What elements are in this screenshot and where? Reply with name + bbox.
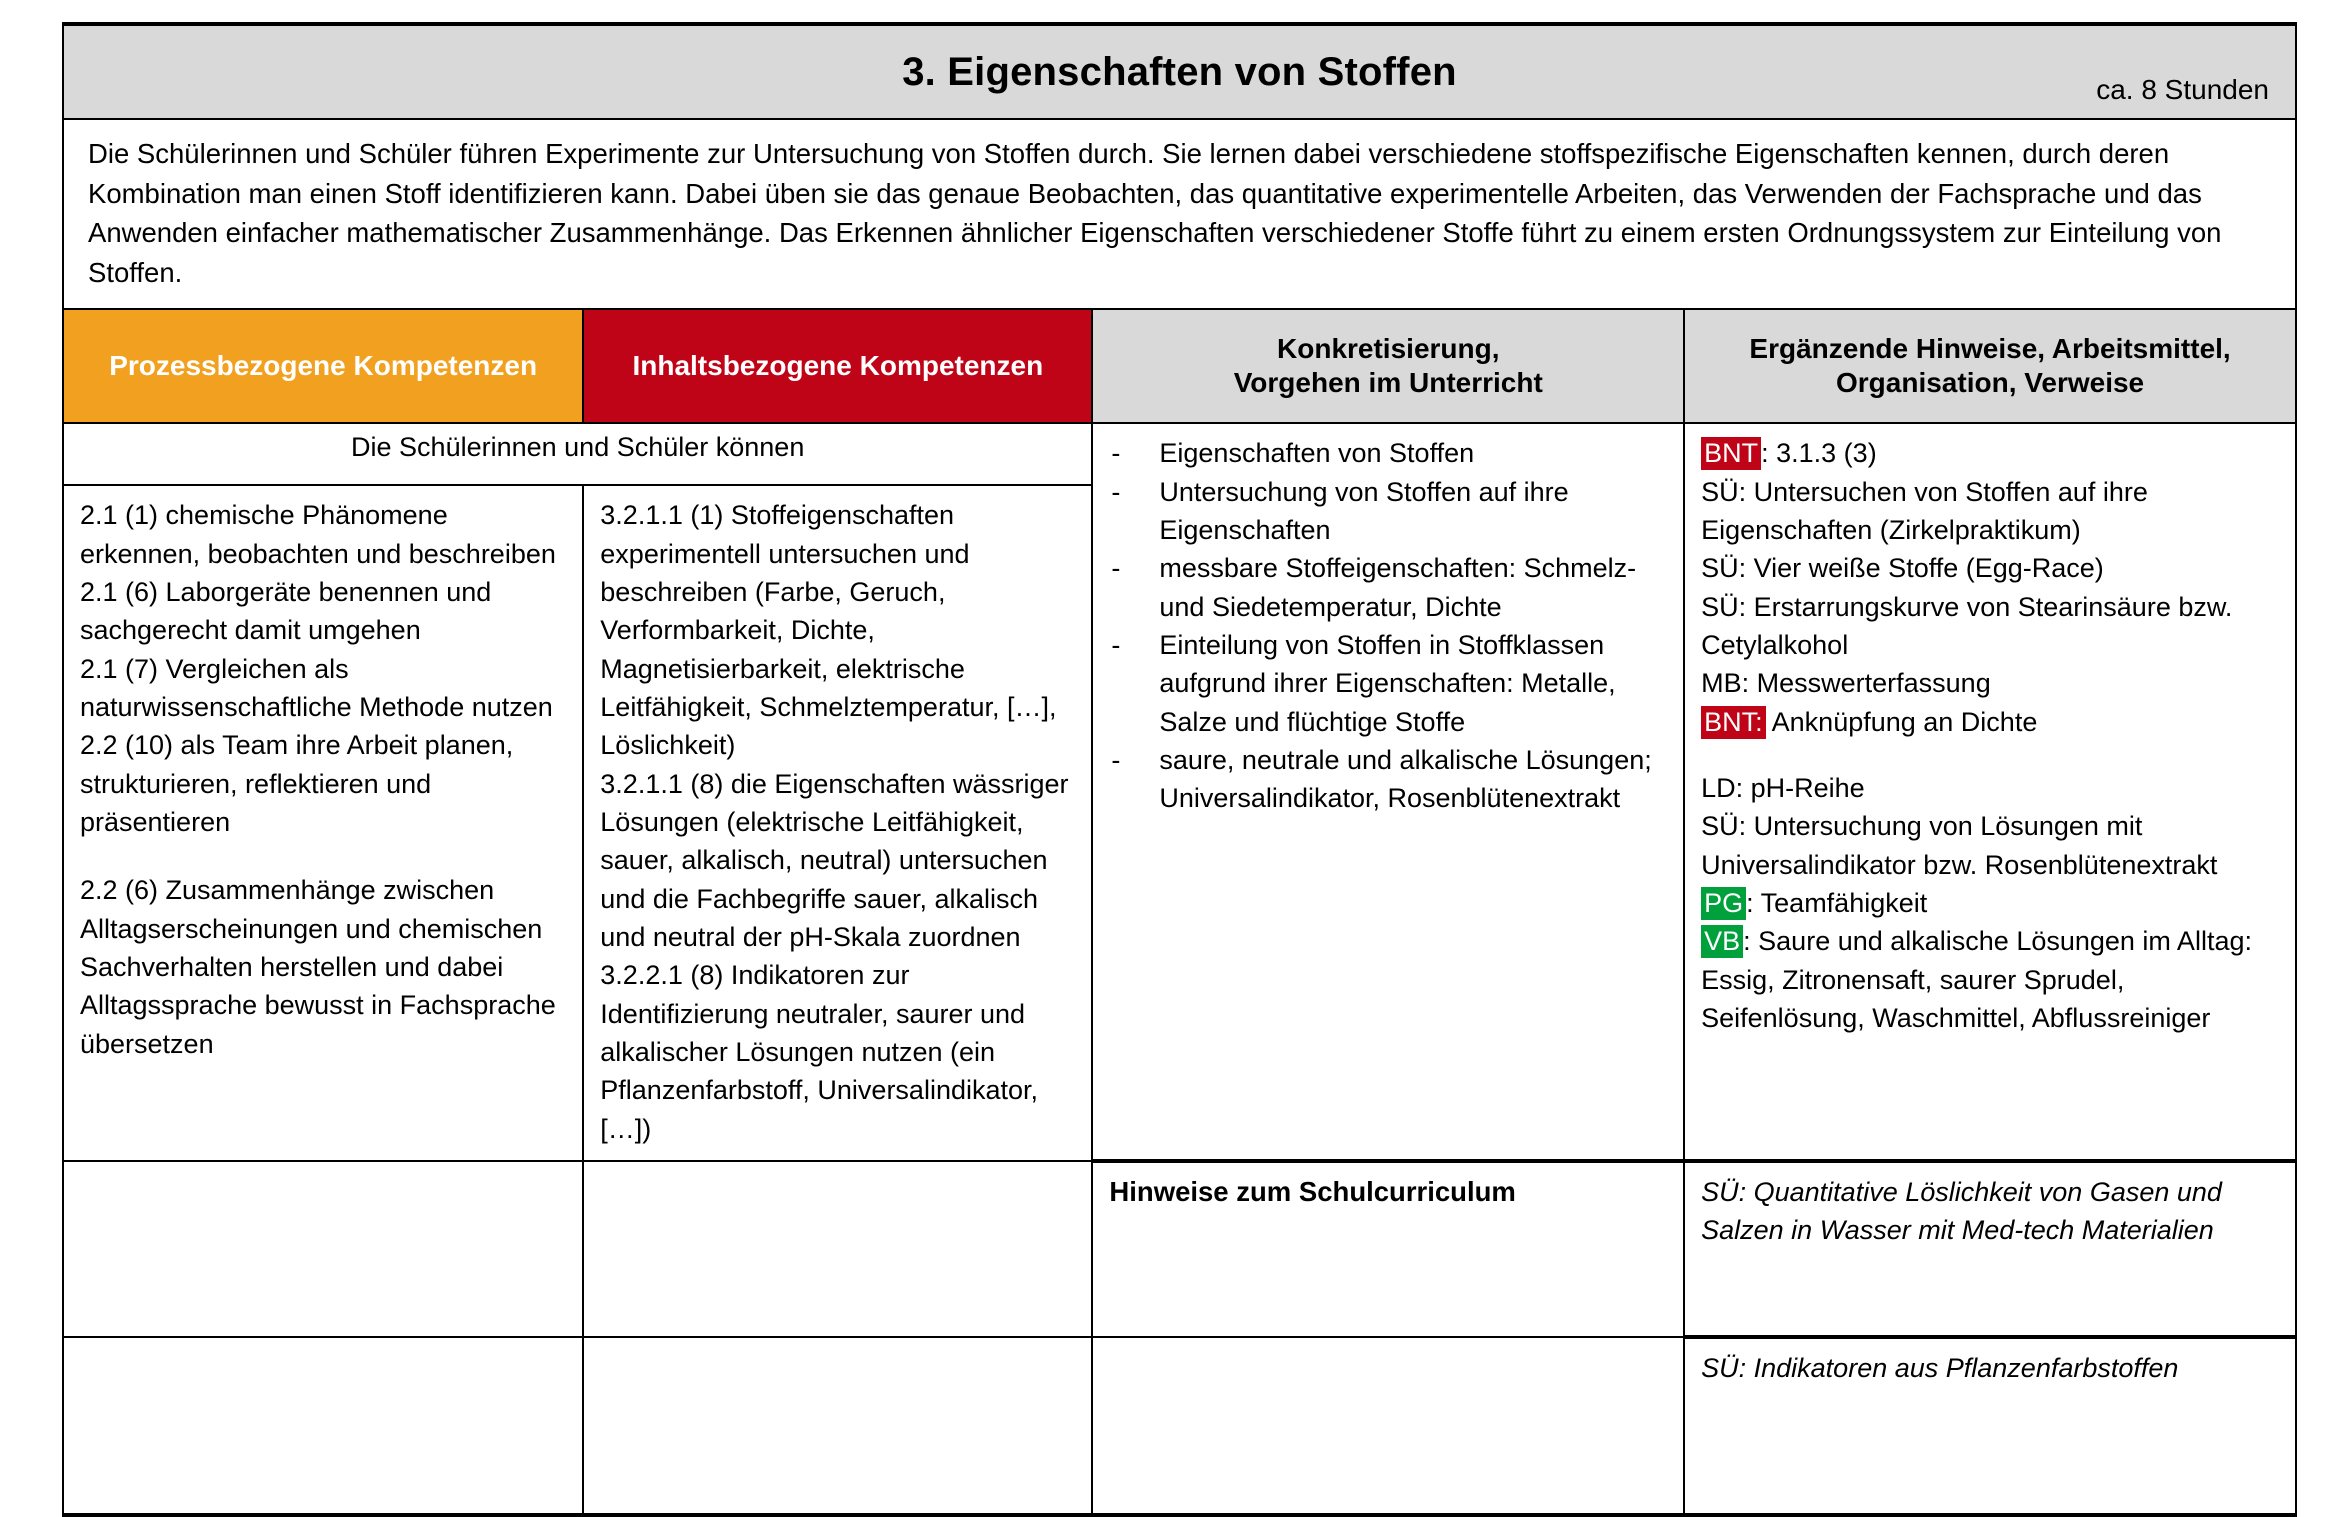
- column-header-hints-line1: Ergänzende Hinweise, Arbeitsmittel,: [1749, 332, 2231, 364]
- process-competence-item: 2.2 (10) als Team ihre Arbeit planen, strukturieren, reflektieren und präsentieren: [80, 730, 514, 837]
- school-curriculum-note-2-cell: [1684, 1337, 2296, 1515]
- hint-line: SÜ: Vier weiße Stoffe (Egg-Race): [1701, 553, 2104, 584]
- school-curriculum-label-cell: [1092, 1161, 1684, 1337]
- content-competence-item: 3.2.1.1 (1) Stoffeigenschaften experimentell untersuchen und beschreiben (Farbe, Geruch, Verformbarkeit, Dichte, Magnetisierbarkeit, elektrische Leitfähigkeit, Schmelztemperatur, […], Löslichkeit): [600, 500, 1057, 761]
- column-header-hints: [1684, 309, 2296, 423]
- school-curriculum-note-2: SÜ: Indikatoren aus Pflanzenfarbstoffen: [1701, 1352, 2179, 1383]
- column-header-concretisation: [1092, 309, 1684, 423]
- sc2-empty-content: [583, 1337, 1092, 1515]
- content-competences-list: [600, 496, 1077, 1148]
- process-competence-item: 2.1 (6) Laborgeräte benennen und sachgerecht damit umgehen: [80, 577, 492, 646]
- column-header-process-label: Prozessbezogene Kompetenzen: [109, 350, 538, 382]
- hint-line: LD: pH-Reihe: [1701, 773, 1865, 803]
- sc2-empty-concretisation: [1092, 1337, 1684, 1515]
- column-header-process: [63, 309, 583, 423]
- dash-bullet-icon: -: [1111, 438, 1121, 469]
- hint-line: SÜ: Untersuchung von Lösungen mit Universalindikator bzw. Rosenblütenextrakt: [1701, 811, 2218, 880]
- sc1-empty-content: [583, 1161, 1092, 1337]
- concretisation-item: - Einteilung von Stoffen in Stoffklassen aufgrund ihrer Eigenschaften: Metalle, Salze und flüchtige Stoffe: [1109, 626, 1669, 741]
- concretisation-item: - Untersuchung von Stoffen auf ihre Eigenschaften: [1109, 473, 1669, 550]
- school-curriculum-row-2: [63, 1337, 2296, 1515]
- column-header-concretisation-line2: Vorgehen im Unterricht: [1233, 367, 1543, 399]
- competence-body-row: [63, 423, 2296, 485]
- sus-header-cell: [63, 423, 1092, 485]
- hint-badge-vb: VB: [1701, 925, 1743, 958]
- school-curriculum-note-1-cell: [1684, 1161, 2296, 1337]
- column-header-row: [63, 309, 2296, 423]
- hint-line: PG : Teamfähigkeit: [1701, 884, 2281, 922]
- dash-bullet-icon: -: [1111, 476, 1121, 507]
- concretisation-list: [1109, 434, 1669, 817]
- process-competences-list: [80, 496, 568, 1063]
- content-competence-item: 3.2.1.1 (8) die Eigenschaften wässriger Lösungen (elektrische Leitfähigkeit, sauer, alkalisch, neutral) untersuchen und die Fachbegriffe sauer, alkalisch und neutral der pH-Skala zuordnen: [600, 768, 1069, 952]
- concretisation-item: - messbare Stoffeigenschaften: Schmelz- und Siedetemperatur, Dichte: [1109, 549, 1669, 626]
- hint-badge-bnt: BNT: [1701, 437, 1761, 470]
- content-competences-cell: [583, 485, 1092, 1161]
- hints-cell: [1684, 423, 2296, 1161]
- process-competences-cell: [63, 485, 583, 1161]
- unit-title-cell: [63, 24, 2296, 119]
- process-competence-item: 2.1 (7) Vergleichen als naturwissenschaftliche Methode nutzen: [80, 653, 553, 723]
- school-curriculum-label: Hinweise zum Schulcurriculum: [1109, 1175, 1516, 1207]
- process-competence-item: 2.1 (1) chemische Phänomene erkennen, beobachten und beschreiben: [80, 500, 556, 569]
- hint-line: SÜ: Erstarrungskurve von Stearinsäure bzw. Cetylalkohol: [1701, 591, 2233, 661]
- sus-header-label: Die Schülerinnen und Schüler können: [351, 432, 805, 463]
- sc2-empty-process: [63, 1337, 583, 1515]
- school-curriculum-row-1: [63, 1161, 2296, 1337]
- column-header-hints-line2: Organisation, Verweise: [1836, 367, 2145, 399]
- unit-intro-text: Die Schülerinnen und Schüler führen Experimente zur Untersuchung von Stoffen durch. Sie lernen dabei verschiedene stoffspezifische Eigenschaften kennen, durch deren Kombination man einen Stoff identifizieren kann. Dabei üben sie das genaue Beobachten, das quantitative experimentelle Arbeiten, das Verwenden der Fachsprache und das Anwenden einfacher mathematischer Zusammenhänge. Das Erkennen ähnlicher Eigenschaften verschiedener Stoffe führt zu einem ersten Ordnungssystem zur Einteilung von Stoffen.: [88, 138, 2222, 288]
- curriculum-page: [62, 22, 2297, 1517]
- hints-list: [1701, 434, 2281, 1037]
- column-header-concretisation-line1: Konkretisierung,: [1277, 332, 1500, 364]
- concretisation-item: - saure, neutrale und alkalische Lösungen; Universalindikator, Rosenblütenextrakt: [1109, 741, 1669, 818]
- hint-line: VB : Saure und alkalische Lösungen im Alltag: Essig, Zitronensaft, saurer Sprudel, Seifenlösung, Waschmittel, Abflussreiniger: [1701, 926, 2252, 1033]
- unit-intro-cell: [63, 119, 2296, 309]
- hint-line: SÜ: Untersuchen von Stoffen auf ihre Eigenschaften (Zirkelpraktikum): [1701, 476, 2148, 546]
- competence-spacer: [80, 841, 568, 871]
- sc1-empty-process: [63, 1161, 583, 1337]
- column-header-content: [583, 309, 1092, 423]
- unit-hours: ca. 8 Stunden: [2096, 74, 2269, 105]
- hint-spacer: [1701, 741, 2281, 769]
- concretisation-cell: [1092, 423, 1684, 1161]
- school-curriculum-note-1: SÜ: Quantitative Löslichkeit von Gasen und Salzen in Wasser mit Med-tech Materialien: [1701, 1176, 2222, 1246]
- hint-line: BNT: Anknüpfung an Dichte: [1701, 703, 2281, 741]
- dash-bullet-icon: -: [1111, 745, 1121, 775]
- hint-line: BNT : 3.1.3 (3): [1701, 434, 2281, 472]
- process-competence-item: 2.2 (6) Zusammenhänge zwischen Alltagserscheinungen und chemischen Sachverhalten herstellen und dabei Alltagssprache bewusst in Fachsprache übersetzen: [80, 875, 556, 1059]
- intro-row: [63, 119, 2296, 309]
- dash-bullet-icon: -: [1111, 630, 1121, 661]
- content-competence-item: 3.2.2.1 (8) Indikatoren zur Identifizierung neutraler, saurer und alkalischer Lösungen nutzen (ein Pflanzenfarbstoff, Universalindikator, […]): [600, 960, 1039, 1144]
- curriculum-table: [62, 22, 2297, 1517]
- hint-line: MB: Messwerterfassung: [1701, 668, 1991, 699]
- concretisation-item: - Eigenschaften von Stoffen: [1109, 434, 1669, 472]
- title-row: [63, 24, 2296, 119]
- hint-badge-bnt: BNT:: [1701, 706, 1766, 739]
- dash-bullet-icon: -: [1111, 553, 1121, 584]
- column-header-content-label: Inhaltsbezogene Kompetenzen: [632, 350, 1044, 382]
- hint-badge-pg: PG: [1701, 887, 1746, 920]
- page-title: 3. Eigenschaften von Stoffen: [902, 49, 1457, 94]
